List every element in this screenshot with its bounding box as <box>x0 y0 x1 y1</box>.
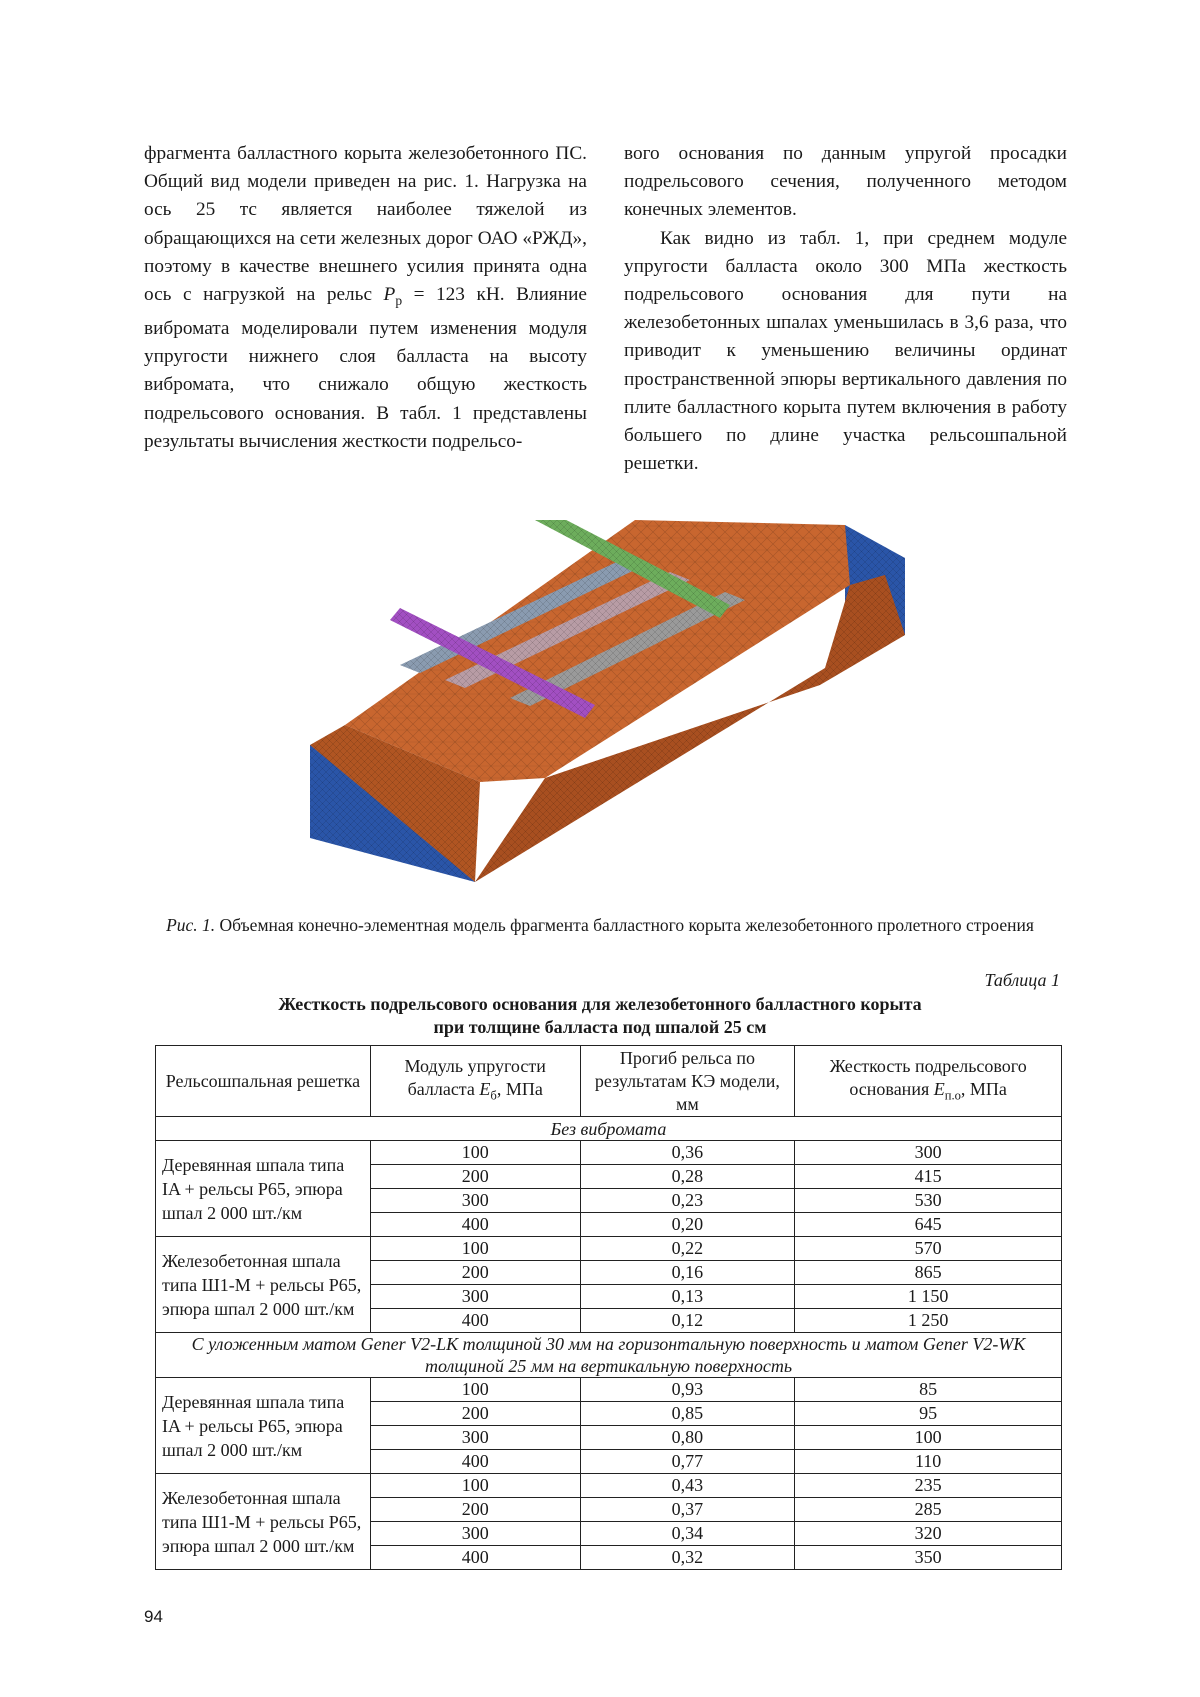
left-text-column <box>144 140 587 456</box>
ballast-modulus-cell: 200 <box>370 1261 580 1285</box>
ballast-modulus-cell: 400 <box>370 1546 580 1570</box>
base-stiffness-cell: 645 <box>795 1213 1062 1237</box>
rail-grid-label: Железобетонная шпала типа Ш1-М + рельсы Р65, эпюра шпал 2 000 шт./км <box>156 1237 371 1333</box>
ballast-modulus-cell: 300 <box>370 1426 580 1450</box>
header-col-2 <box>370 1046 580 1117</box>
header-col-3: Прогиб рельса по результатам КЭ модели, мм <box>580 1046 795 1117</box>
right-paragraph-1: вого основания по данным упругой просадки подрельсового сечения, полученного методом конечных элементов. <box>624 143 1067 221</box>
table-row <box>156 1378 1062 1402</box>
left-paragraph <box>144 140 587 456</box>
header-col-4-subscript: п.о <box>944 1088 961 1103</box>
stiffness-table <box>155 1045 1062 1570</box>
rail-deflection-cell: 0,20 <box>580 1213 795 1237</box>
rail-deflection-cell: 0,23 <box>580 1189 795 1213</box>
load-symbol-subscript: р <box>395 292 403 308</box>
base-stiffness-cell: 865 <box>795 1261 1062 1285</box>
base-stiffness-cell: 85 <box>795 1378 1062 1402</box>
base-stiffness-cell: 300 <box>795 1141 1062 1165</box>
rail-grid-label: Деревянная шпала типа IA + рельсы Р65, эпюра шпал 2 000 шт./км <box>156 1141 371 1237</box>
rail-deflection-cell: 0,34 <box>580 1522 795 1546</box>
ballast-modulus-cell: 200 <box>370 1165 580 1189</box>
rail-deflection-cell: 0,43 <box>580 1474 795 1498</box>
load-symbol: P <box>383 284 396 306</box>
ballast-modulus-cell: 300 <box>370 1285 580 1309</box>
fe-model-figure <box>305 520 905 905</box>
table-header-row <box>156 1046 1062 1117</box>
ballast-modulus-cell: 200 <box>370 1402 580 1426</box>
header-col-4-text: Жесткость подрельсового основания <box>829 1055 1027 1099</box>
header-col-2-symbol: E <box>479 1078 491 1099</box>
header-col-2-text: Модуль упругости балласта <box>404 1055 546 1099</box>
rail-deflection-cell: 0,93 <box>580 1378 795 1402</box>
table-label: Таблица 1 <box>984 970 1060 990</box>
ballast-modulus-cell: 100 <box>370 1141 580 1165</box>
figure-caption-text: Объемная конечно-элементная модель фрагмента балластного корыта железобетонного пролетного строения <box>215 915 1034 935</box>
base-stiffness-cell: 110 <box>795 1450 1062 1474</box>
header-col-4-symbol: E <box>933 1078 945 1099</box>
table-title <box>150 993 1050 1039</box>
right-text-column <box>624 140 1067 478</box>
base-stiffness-cell: 1 250 <box>795 1309 1062 1333</box>
ballast-modulus-cell: 400 <box>370 1309 580 1333</box>
rail-grid-label: Деревянная шпала типа IA + рельсы Р65, эпюра шпал 2 000 шт./км <box>156 1378 371 1474</box>
base-stiffness-cell: 100 <box>795 1426 1062 1450</box>
rail-deflection-cell: 0,77 <box>580 1450 795 1474</box>
table-section-label: Без вибромата <box>156 1117 1062 1141</box>
base-stiffness-cell: 320 <box>795 1522 1062 1546</box>
table-section-row <box>156 1333 1062 1378</box>
right-paragraph-2: Как видно из табл. 1, при среднем модуле упругости балласта около 300 МПа жесткость подрельсового основания для пути на железобетонных шпалах уменьшилась в 3,6 раза, что приводит к уменьшению величины ординат пространственной эпюры вертикального давления по плите балластного корыта путем включения в работу большего по длине участка рельсошпальной решетки. <box>624 227 1067 475</box>
ballast-modulus-cell: 200 <box>370 1498 580 1522</box>
figure-caption <box>150 913 1050 937</box>
rail-deflection-cell: 0,37 <box>580 1498 795 1522</box>
table-section-row <box>156 1117 1062 1141</box>
rail-deflection-cell: 0,80 <box>580 1426 795 1450</box>
base-stiffness-cell: 530 <box>795 1189 1062 1213</box>
ballast-modulus-cell: 400 <box>370 1450 580 1474</box>
ballast-modulus-cell: 400 <box>370 1213 580 1237</box>
base-stiffness-cell: 350 <box>795 1546 1062 1570</box>
base-stiffness-cell: 285 <box>795 1498 1062 1522</box>
figure-caption-label: Рис. 1. <box>166 915 216 935</box>
table-row <box>156 1474 1062 1498</box>
ballast-modulus-cell: 100 <box>370 1237 580 1261</box>
rail-deflection-cell: 0,16 <box>580 1261 795 1285</box>
rail-deflection-cell: 0,85 <box>580 1402 795 1426</box>
header-col-4-unit: , МПа <box>960 1078 1007 1099</box>
rail-deflection-cell: 0,28 <box>580 1165 795 1189</box>
ballast-modulus-cell: 100 <box>370 1378 580 1402</box>
base-stiffness-cell: 415 <box>795 1165 1062 1189</box>
base-stiffness-cell: 235 <box>795 1474 1062 1498</box>
table-row <box>156 1141 1062 1165</box>
base-stiffness-cell: 1 150 <box>795 1285 1062 1309</box>
rail-grid-label: Железобетонная шпала типа Ш1-М + рельсы Р65, эпюра шпал 2 000 шт./км <box>156 1474 371 1570</box>
rail-deflection-cell: 0,36 <box>580 1141 795 1165</box>
rail-deflection-cell: 0,12 <box>580 1309 795 1333</box>
ballast-modulus-cell: 100 <box>370 1474 580 1498</box>
header-col-1: Рельсошпальная решетка <box>156 1046 371 1117</box>
base-stiffness-cell: 95 <box>795 1402 1062 1426</box>
header-col-2-unit: , МПа <box>496 1078 543 1099</box>
page-number: 94 <box>144 1607 163 1626</box>
table-section-label: С уложенным матом Gener V2-LK толщиной 30 мм на горизонтальную поверхность и матом Gener V2-WK толщиной 25 мм на вертикальную поверхность <box>156 1333 1062 1378</box>
header-col-2-subscript: б <box>490 1088 497 1103</box>
table-row <box>156 1237 1062 1261</box>
header-col-4 <box>795 1046 1062 1117</box>
left-text-part-2: = 123 кН. Влияние вибромата моделировали путем изменения модуля упругости нижнего слоя балласта на высоту вибромата, что снижало общую жесткость подрельсового основания. В табл. 1 представлены результаты вычисления жесткости подрельсо- <box>144 284 587 452</box>
rail-deflection-cell: 0,13 <box>580 1285 795 1309</box>
rail-deflection-cell: 0,22 <box>580 1237 795 1261</box>
base-stiffness-cell: 570 <box>795 1237 1062 1261</box>
table-title-line-1: Жесткость подрельсового основания для железобетонного балластного корыта <box>278 994 922 1014</box>
left-text-part-1: фрагмента балластного корыта железобетонного ПС. Общий вид модели приведен на рис. 1. Нагрузка на ось 25 тс является наиболее тяжелой из обращающихся на сети железных дорог ОАО «РЖД», поэтому в качестве внешнего усилия принята одна ось с нагрузкой на рельс <box>144 143 587 306</box>
ballast-modulus-cell: 300 <box>370 1522 580 1546</box>
table-title-line-2: при толщине балласта под шпалой 25 см <box>433 1017 767 1037</box>
rail-deflection-cell: 0,32 <box>580 1546 795 1570</box>
ballast-modulus-cell: 300 <box>370 1189 580 1213</box>
